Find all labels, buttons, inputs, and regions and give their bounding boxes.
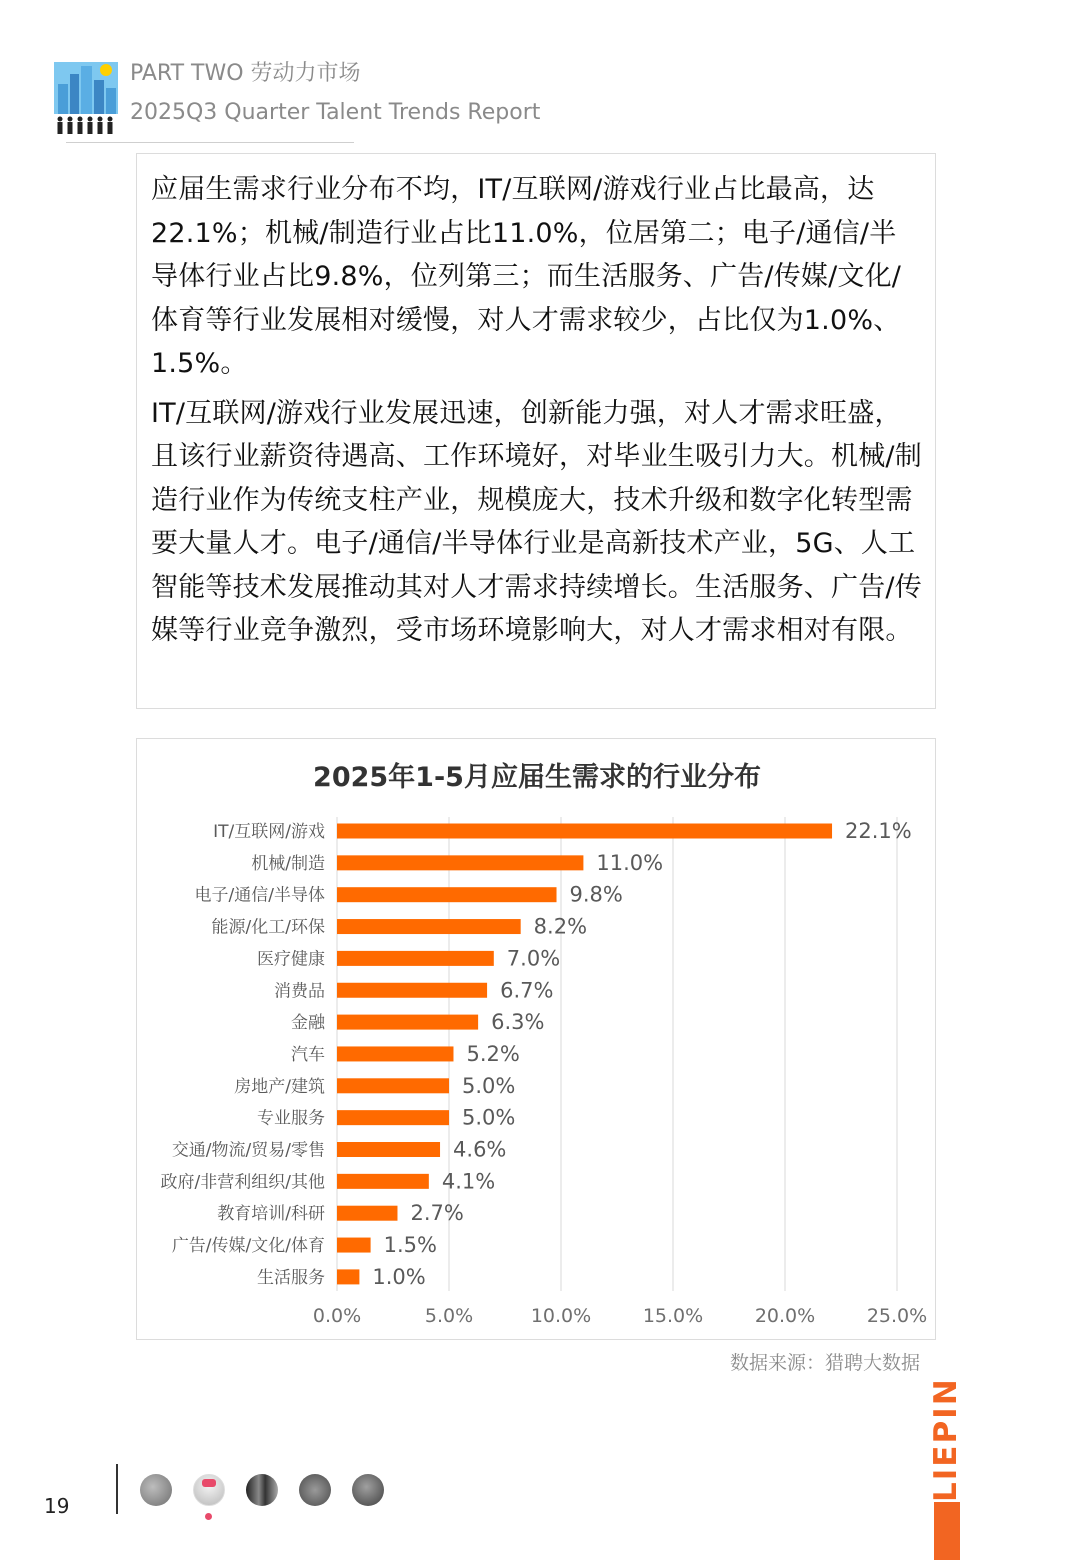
bar [337,983,487,998]
bow-icon [202,1479,216,1487]
brand-accent-bar [934,1502,960,1560]
category-label: 专业服务 [257,1108,325,1129]
value-label: 22.1% [845,819,912,843]
industry-chart-panel [136,738,936,1340]
section-nav-dot-3-icon[interactable] [246,1474,278,1506]
bar [337,1142,440,1157]
value-label: 11.0% [596,850,664,875]
bar [337,855,583,870]
bar [337,1110,449,1125]
section-nav-dot-1-icon[interactable] [140,1474,172,1506]
category-label: 能源/化工/环保 [211,917,325,938]
active-section-marker [205,1513,212,1520]
category-label: 房地产/建筑 [234,1076,325,1097]
data-source: 数据来源：猎聘大数据 [729,1352,920,1374]
bar [337,1269,359,1284]
footer-divider [116,1464,118,1514]
bar [337,887,557,902]
report-logo-icon [54,58,118,136]
category-label: 电子/通信/半导体 [194,885,325,906]
bar [337,1206,397,1221]
bar [337,919,521,934]
value-label: 6.3% [491,1010,545,1035]
bar [337,824,832,839]
value-label: 9.8% [569,882,623,907]
category-label: 汽车 [291,1044,325,1065]
header-divider [66,142,354,143]
x-tick-label: 15.0% [642,1305,704,1327]
value-label: 1.5% [383,1233,437,1258]
category-label: 医疗健康 [257,949,325,970]
paragraph-1: 应届生需求行业分布不均，IT/互联网/游戏行业占比最高，达22.1%；机械/制造行业占比11.0%，位居第二；电子/通信/半导体行业占比9.8%，位列第三；而生活服务、广告/传媒/文化/体育等行业发展相对缓慢，对人才需求较少，占比仅为1.0%、1.5%。 [151,174,902,379]
industry-bar-chart [137,739,937,1339]
category-label: 消费品 [274,981,325,1002]
x-tick-label: 25.0% [866,1305,928,1327]
category-label: IT/互联网/游戏 [213,822,325,842]
value-label: 8.2% [533,914,588,939]
value-label: 2.7% [410,1201,464,1226]
value-label: 5.0% [462,1105,516,1130]
paragraph-2: IT/互联网/游戏行业发展迅速，创新能力强，对人才需求旺盛，且该行业薪资待遇高、工作环境好，对毕业生吸引力大。机械/制造行业作为传统支柱产业，规模庞大，技术升级和数字化转型需要大量人才。电子/通信/半导体行业是高新技术产业，5G、人工智能等技术发展推动其对人才需求持续增长。生活服务、广告/传媒等行业竞争激烈，受市场环境影响大，对人才需求相对有限。 [151,397,922,646]
category-label: 生活服务 [257,1267,325,1288]
x-tick-label: 5.0% [424,1305,474,1327]
value-label: 6.7% [500,978,554,1003]
value-label: 1.0% [372,1264,426,1289]
value-label: 7.0% [506,946,561,971]
x-tick-label: 20.0% [754,1305,816,1327]
bar [337,1015,478,1030]
value-label: 4.1% [441,1169,496,1194]
category-label: 金融 [291,1013,325,1034]
category-label: 政府/非营利组织/其他 [160,1172,325,1193]
chart-title: 2025年1-5月应届生需求的行业分布 [313,762,761,793]
page-number: 19 [44,1494,70,1518]
part-title: PART TWO 劳动力市场 [130,61,361,86]
value-label: 4.6% [453,1137,507,1162]
report-title: 2025Q3 Quarter Talent Trends Report [130,100,541,125]
brand-logo-text: LIEPIN [928,1377,964,1503]
value-label: 5.2% [466,1041,520,1066]
bar [337,1238,371,1253]
x-tick-label: 10.0% [530,1305,592,1327]
category-label: 教育培训/科研 [217,1204,325,1225]
section-nav-dot-4-icon[interactable] [299,1474,331,1506]
summary-text-box [136,153,936,709]
x-tick-label: 0.0% [312,1305,362,1327]
category-label: 机械/制造 [251,853,325,874]
bar [337,1174,429,1189]
bar [337,951,494,966]
category-label: 广告/传媒/文化/体育 [171,1236,325,1257]
value-label: 5.0% [462,1073,516,1098]
section-nav-dot-5-icon[interactable] [352,1474,384,1506]
bar [337,1046,453,1061]
section-nav-dot-2-icon[interactable] [193,1474,225,1506]
category-label: 交通/物流/贸易/零售 [171,1140,325,1161]
bar [337,1078,449,1093]
